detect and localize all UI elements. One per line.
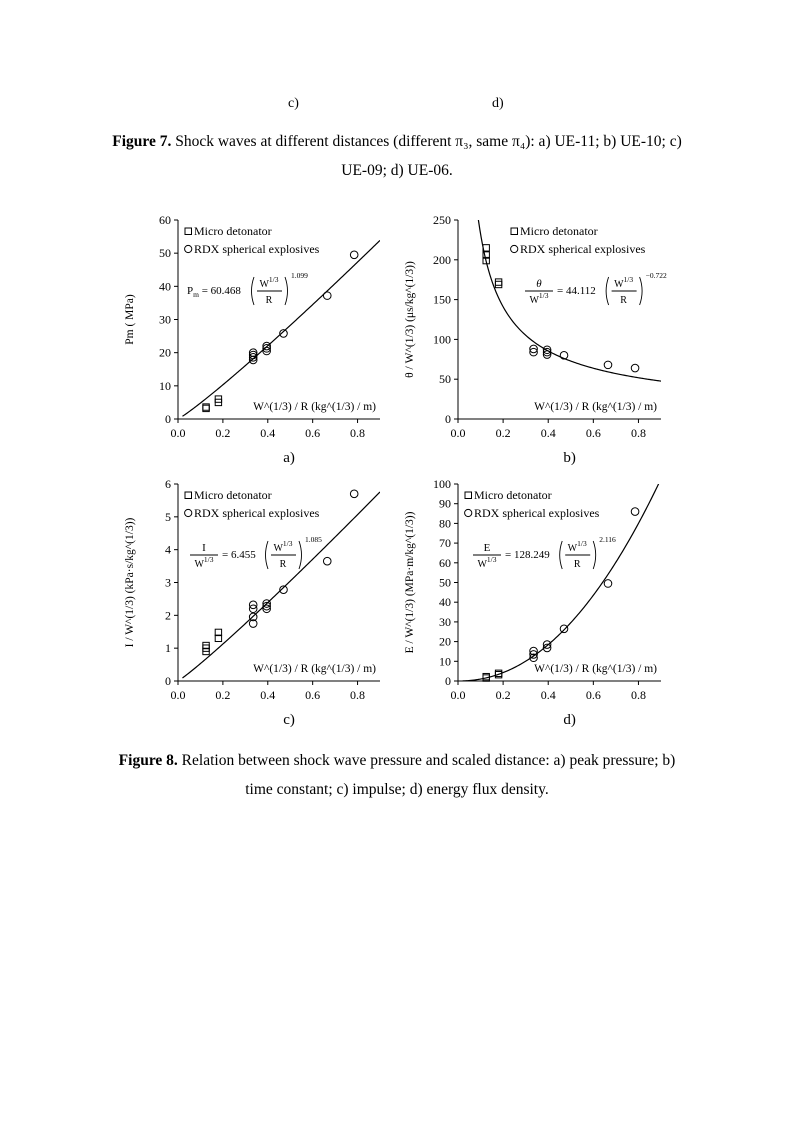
equation-d bbox=[473, 535, 616, 570]
panel-label-a: a) bbox=[283, 450, 295, 466]
equation-exponent-b: −0.722 bbox=[645, 271, 667, 280]
equation-inner-numerator-d: $W^{1/3}$ bbox=[567, 539, 587, 554]
y-tick-label-d: 30 bbox=[439, 614, 451, 629]
chart-panel-a bbox=[105, 210, 380, 472]
y-tick-label-a: 60 bbox=[159, 213, 171, 227]
chart-panel-d bbox=[385, 474, 675, 736]
x-tick-label-d: 0.0 bbox=[450, 688, 466, 702]
equation-lparen-c bbox=[266, 541, 269, 569]
figure7-caption-line2: UE-09; d) UE-06. bbox=[341, 162, 453, 179]
legend-label-micro-d: Micro detonator bbox=[474, 488, 552, 502]
figure7-caption bbox=[47, 127, 747, 185]
data-point-rdx-c bbox=[350, 490, 358, 498]
equation-inner-denominator-c: R bbox=[279, 559, 287, 570]
legend-label-rdx-b: RDX spherical explosives bbox=[520, 242, 646, 256]
data-point-rdx-a bbox=[323, 292, 331, 300]
chart-panel-c bbox=[105, 474, 380, 736]
equation-numerator-b: θ bbox=[536, 278, 542, 290]
y-tick-label-d: 0 bbox=[445, 674, 451, 688]
figure7-caption-bold: Figure 7. bbox=[112, 133, 172, 150]
equation-denominator-d: $W^{1/3}$ bbox=[477, 555, 497, 570]
figure8-caption-bold: Figure 8. bbox=[118, 752, 178, 769]
x-tick-label-c: 0.6 bbox=[305, 688, 321, 702]
x-tick-label-d: 0.6 bbox=[585, 688, 601, 702]
equation-inner-denominator-d: R bbox=[573, 559, 581, 570]
equation-denominator-c: $W^{1/3}$ bbox=[194, 555, 214, 570]
x-tick-label-c: 0.8 bbox=[350, 688, 366, 702]
x-tick-label-c: 0.0 bbox=[170, 688, 186, 702]
legend-label-rdx-a: RDX spherical explosives bbox=[194, 242, 320, 256]
equation-rparen-a bbox=[285, 277, 288, 305]
legend-marker-rdx-d bbox=[465, 509, 472, 516]
figure7-caption-line1 bbox=[47, 127, 747, 156]
panel-label-b: b) bbox=[563, 450, 576, 466]
y-axis-label-a: Pm ( MPa) bbox=[124, 294, 136, 345]
y-tick-label-a: 30 bbox=[159, 312, 171, 327]
equation-coefficient-c: = 6.455 bbox=[222, 549, 256, 561]
equation-rparen-d bbox=[593, 541, 596, 569]
equation-lparen-b bbox=[606, 277, 609, 305]
equation-exponent-c: 1.085 bbox=[305, 535, 322, 544]
legend-marker-rdx-a bbox=[185, 245, 192, 252]
y-axis-label-d: E / W^(1/3) (MPa·m/kg^(1/3)) bbox=[404, 511, 416, 654]
y-tick-label-c: 5 bbox=[165, 509, 171, 524]
legend-label-micro-c: Micro detonator bbox=[194, 488, 272, 502]
x-axis-label-d: W^(1/3) / R (kg^(1/3) / m) bbox=[534, 663, 657, 675]
y-tick-label-c: 2 bbox=[165, 608, 171, 623]
panel-label-d: d) bbox=[563, 712, 576, 728]
x-tick-label-a: 0.6 bbox=[305, 426, 321, 440]
data-point-rdx-c bbox=[323, 557, 331, 565]
equation-numerator-d: E bbox=[483, 542, 491, 554]
y-tick-label-b: 200 bbox=[433, 252, 451, 267]
y-tick-label-c: 6 bbox=[165, 477, 171, 491]
y-tick-label-a: 0 bbox=[165, 412, 171, 426]
equation-lparen-d bbox=[560, 541, 563, 569]
equation-b bbox=[525, 271, 667, 306]
x-tick-label-a: 0.8 bbox=[350, 426, 366, 440]
data-point-rdx-d bbox=[631, 508, 639, 516]
equation-denominator-b: $W^{1/3}$ bbox=[529, 291, 549, 306]
y-tick-label-b: 250 bbox=[433, 213, 451, 227]
x-tick-label-a: 0.0 bbox=[170, 426, 186, 440]
y-tick-label-a: 20 bbox=[159, 345, 171, 360]
data-point-rdx-b bbox=[631, 364, 639, 372]
y-tick-label-c: 4 bbox=[165, 542, 171, 557]
x-axis-label-a: W^(1/3) / R (kg^(1/3) / m) bbox=[253, 401, 376, 413]
figure8-caption-line2: time constant; c) impulse; d) energy flux density. bbox=[245, 781, 549, 798]
x-tick-label-d: 0.4 bbox=[540, 688, 556, 702]
equation-exponent-d: 2.116 bbox=[599, 535, 616, 544]
y-tick-label-d: 80 bbox=[439, 516, 451, 531]
y-tick-label-d: 60 bbox=[439, 555, 451, 570]
equation-inner-denominator-a: R bbox=[265, 295, 273, 306]
y-tick-label-d: 70 bbox=[439, 536, 451, 551]
chart-panel-b bbox=[385, 210, 675, 472]
y-tick-label-b: 100 bbox=[433, 332, 451, 347]
x-tick-label-a: 0.2 bbox=[215, 426, 231, 440]
legend-marker-micro-a bbox=[185, 228, 192, 235]
equation-coefficient-b: = 44.112 bbox=[557, 285, 596, 297]
x-tick-label-b: 0.6 bbox=[585, 426, 601, 440]
equation-a bbox=[187, 271, 308, 306]
y-axis-label-c: I / W^(1/3) (kPa·s/kg^(1/3)) bbox=[124, 517, 136, 648]
legend-marker-micro-c bbox=[185, 492, 192, 499]
legend-label-rdx-d: RDX spherical explosives bbox=[474, 506, 600, 520]
data-point-rdx-d bbox=[604, 580, 612, 588]
equation-rparen-b bbox=[640, 277, 643, 305]
equation-numerator-c: I bbox=[202, 542, 206, 554]
y-axis-label-b: θ / W^(1/3) (μs/kg^(1/3)) bbox=[404, 261, 416, 378]
legend-marker-rdx-b bbox=[511, 245, 518, 252]
y-tick-label-b: 50 bbox=[439, 372, 451, 387]
legend-label-micro-a: Micro detonator bbox=[194, 224, 272, 238]
data-point-rdx-a bbox=[350, 251, 358, 259]
x-tick-label-b: 0.0 bbox=[450, 426, 466, 440]
figure8-caption bbox=[47, 746, 747, 804]
equation-inner-numerator-b: $W^{1/3}$ bbox=[614, 275, 634, 290]
x-axis-label-b: W^(1/3) / R (kg^(1/3) / m) bbox=[534, 401, 657, 413]
x-axis-label-c: W^(1/3) / R (kg^(1/3) / m) bbox=[253, 663, 376, 675]
panel-label-c: c) bbox=[283, 712, 295, 728]
y-tick-label-d: 90 bbox=[439, 496, 451, 511]
legend-marker-micro-b bbox=[511, 228, 518, 235]
x-tick-label-d: 0.8 bbox=[630, 688, 646, 702]
y-tick-label-a: 10 bbox=[159, 378, 171, 393]
y-tick-label-b: 150 bbox=[433, 292, 451, 307]
x-tick-label-b: 0.2 bbox=[495, 426, 511, 440]
equation-inner-numerator-c: $W^{1/3}$ bbox=[273, 539, 293, 554]
x-tick-label-b: 0.4 bbox=[540, 426, 556, 440]
figure8-caption-line1 bbox=[47, 746, 747, 775]
x-tick-label-d: 0.2 bbox=[495, 688, 511, 702]
x-tick-label-b: 0.8 bbox=[630, 426, 646, 440]
fit-curve-a bbox=[182, 240, 380, 416]
legend-label-micro-b: Micro detonator bbox=[520, 224, 598, 238]
legend-label-rdx-c: RDX spherical explosives bbox=[194, 506, 320, 520]
y-tick-label-c: 0 bbox=[165, 674, 171, 688]
equation-lparen-a bbox=[252, 277, 255, 305]
prev-figure-label-c: c) bbox=[288, 96, 299, 111]
legend-marker-rdx-c bbox=[185, 509, 192, 516]
y-tick-label-d: 40 bbox=[439, 595, 451, 610]
equation-rparen-c bbox=[299, 541, 302, 569]
equation-coefficient-d: = 128.249 bbox=[505, 549, 550, 561]
y-tick-label-d: 10 bbox=[439, 654, 451, 669]
x-tick-label-c: 0.2 bbox=[215, 688, 231, 702]
data-point-micro-b bbox=[495, 281, 501, 287]
equation-c bbox=[190, 535, 322, 570]
y-tick-label-c: 3 bbox=[165, 575, 171, 590]
y-tick-label-d: 100 bbox=[433, 477, 451, 491]
equation-exponent-a: 1.099 bbox=[291, 271, 308, 280]
y-tick-label-c: 1 bbox=[165, 641, 171, 656]
legend-marker-micro-d bbox=[465, 492, 472, 499]
y-tick-label-a: 40 bbox=[159, 279, 171, 294]
x-tick-label-c: 0.4 bbox=[260, 688, 276, 702]
data-point-micro-b bbox=[495, 279, 501, 285]
y-tick-label-d: 50 bbox=[439, 575, 451, 590]
equation-inner-denominator-b: R bbox=[620, 295, 627, 306]
y-tick-label-a: 50 bbox=[159, 246, 171, 261]
data-point-rdx-b bbox=[604, 361, 612, 369]
figure8-caption-text1: Relation between shock wave pressure and scaled distance: a) peak pressure; b) bbox=[181, 752, 676, 769]
equation-inner-numerator-a: $W^{1/3}$ bbox=[259, 275, 279, 290]
data-point-rdx-d bbox=[560, 625, 568, 633]
y-tick-label-d: 20 bbox=[439, 634, 451, 649]
x-tick-label-a: 0.4 bbox=[260, 426, 276, 440]
figure7-caption-text1: Shock waves at different distances (different π₃, same π₄): a) UE-11; b) UE-10; c) bbox=[175, 133, 682, 150]
equation-lhs-a: $P_m = 60.468$ bbox=[187, 285, 241, 299]
prev-figure-label-d: d) bbox=[492, 96, 504, 111]
y-tick-label-b: 0 bbox=[445, 412, 451, 426]
